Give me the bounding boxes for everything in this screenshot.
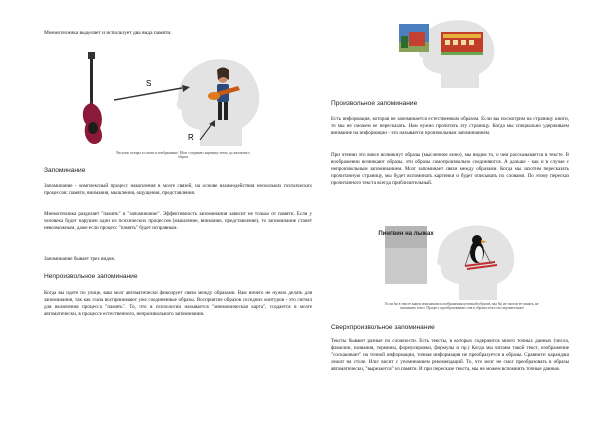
figure-caption: Рисунок гитары в голове и изображение. Мозг соединяет картинку четко до желаемого образа [116,151,250,160]
paragraph: При чтении это вовсе возникнут образы (мысленное кино), мы видим то, о чем рассказывается в тексте. В воображении возникают образы, эти образы самопроизвольно соединяются. А дальше - как и в случае с непроизвольным запоминанием. Мозг запоминает связи между образами. Когда мы захотим пересказать прочитанную страницу, мы будет вспоминать картинки и будет описывать их словами. По этому пересказ прочитанного текста всегда приблизительный. [331,152,569,186]
guitar-memory-illustration [82,48,272,148]
heading-zapominanie: Запоминание [44,167,86,174]
building-image [441,32,483,55]
heading-sverkhproizvolnoe: Сверхпроизвольное запоминание [331,324,435,331]
street-memory-illustration [371,18,541,90]
book-title: Пингвин на лыжах [378,231,434,237]
paragraph: Запоминание - комплексный процесс накопления в мозге связей, на основе взаимодействия нескольких психических процессов: памяти, внимания, мышления, ощущения, представления. [44,183,312,196]
paragraph: Когда вы идете по улице, ваш мозг автоматически фиксирует связи между образами. Вам ничего не нужно делать для запоминания, так как глаза воспринимают уже соединенные образы. Восприятие образов соседних контуров - это сигнал для включения процесса "память". То, что в психологии называется "мнемоническая карта", создается в мозге автоматически, в процессе естественного, непроизвольного запоминания. [44,290,312,317]
guitar-memory-figure [82,48,272,148]
paragraph: Есть информация, которая не запоминается естественным образом. Если вы посмотрим на страницу книги, то мы не сможем ее пересказать. Нам нужно прочитать эту страницу. Когда мы специально удерживаем внимание на информации - это называется произвольным запоминанием. [331,116,569,136]
paragraph: Мнемотехника разделяет "память" и "запоминание". Эффективность запоминания зависит не только от памяти. Если у человека будет нарушен один из психических процессов (мышление, внимание, представление), то запоминание станет невозможным, даже если процесс "память" будет исправным. [44,211,312,231]
label-s: S [146,79,152,88]
street-memory-figure [371,18,541,90]
street-photo [399,24,429,52]
guitar-icon [83,52,102,144]
paragraph: Тексты бывают разные по сложности. Есть тексты, в которых содержится много точных данных (числа, фамилии, названия, термины, формулировки, формулы и пр.) Когда мы читаем такой текст, изображение "соскакивает" на точной информации, точная информация не преобразуется в образы. Сравните: карандаш лежит на столе. Или: висит с упоминанием рекомендаций. То, что мозг не смог преобразовать в образы автоматически, "вырезается" из памяти. И при пересказе текста, мы не можем вспомнить точные данные. [331,338,569,372]
label-r: R [188,133,194,142]
book-icon [378,226,434,284]
heading-proizvolnoe: Произвольное запоминание [331,100,418,107]
figure-caption: Если бы в тексте книги описывались изображения цепочкой образов, мы бы не смогли ее понять, не запомнить текст. Процесс преобразования слов в образы этого последовательное [385,302,539,311]
heading-neproizvolnoe: Непроизвольное запоминание [44,273,138,280]
book-memory-figure [373,222,543,300]
book-memory-illustration [373,222,543,300]
intro-text: Мнемотехника выделяет и использует два вида памяти. [44,30,172,36]
paragraph: Запоминание бывает трех видов. [44,256,116,262]
